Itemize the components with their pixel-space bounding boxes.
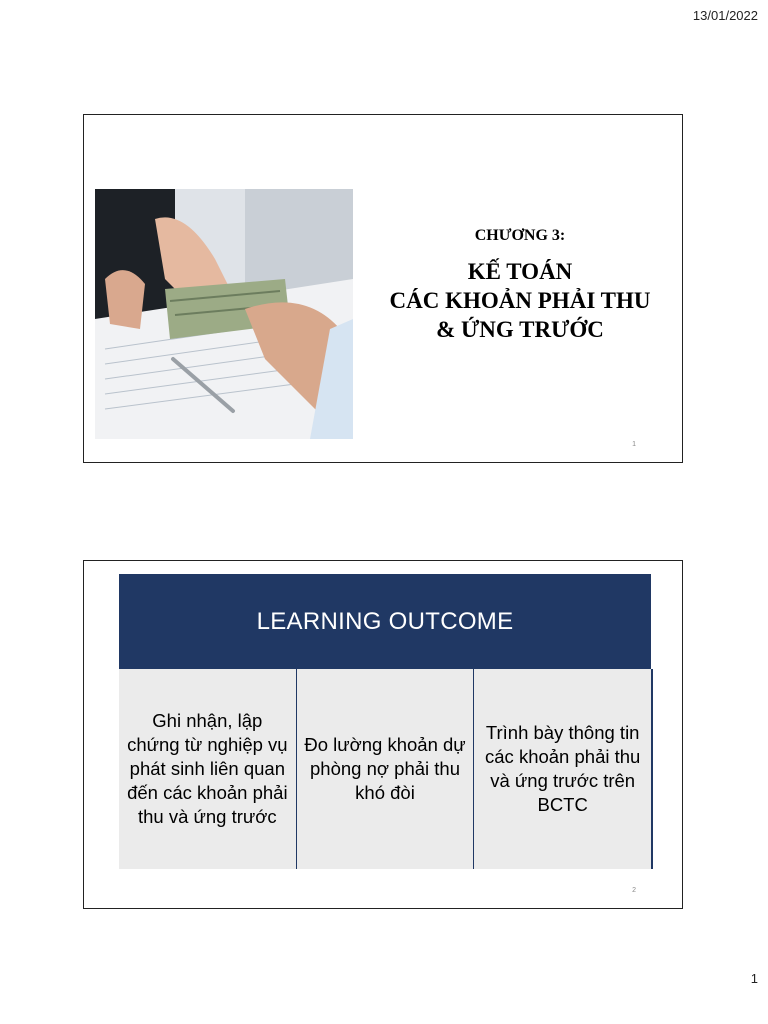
title-line: KẾ TOÁN (467, 259, 573, 284)
learning-outcome-table (119, 669, 651, 869)
slide-2 (83, 560, 683, 909)
slide-1-title-block (370, 227, 670, 344)
page-date: 13/01/2022 (692, 8, 758, 23)
page-number: 1 (750, 971, 758, 986)
slide-number: 1 (632, 441, 636, 448)
title-line: & ỨNG TRƯỚC (436, 317, 604, 342)
slide-number: 2 (632, 887, 636, 894)
title-line: CÁC KHOẢN PHẢI THU (389, 288, 651, 313)
outcome-cell: Trình bày thông tin các khoản phải thu và ứng trước trên BCTC (473, 669, 651, 869)
slide-1 (83, 114, 683, 463)
chapter-label: CHƯƠNG 3: (474, 227, 566, 244)
outcome-cell: Đo lường khoản dự phòng nợ phải thu khó đòi (296, 669, 474, 869)
money-handover-photo (95, 189, 353, 439)
chapter-title (370, 257, 670, 344)
learning-outcome-header: LEARNING OUTCOME (119, 574, 651, 669)
outcome-cell: Ghi nhận, lập chứng từ nghiệp vụ phát sinh liên quan đến các khoản phải thu và ứng trước (119, 669, 296, 869)
